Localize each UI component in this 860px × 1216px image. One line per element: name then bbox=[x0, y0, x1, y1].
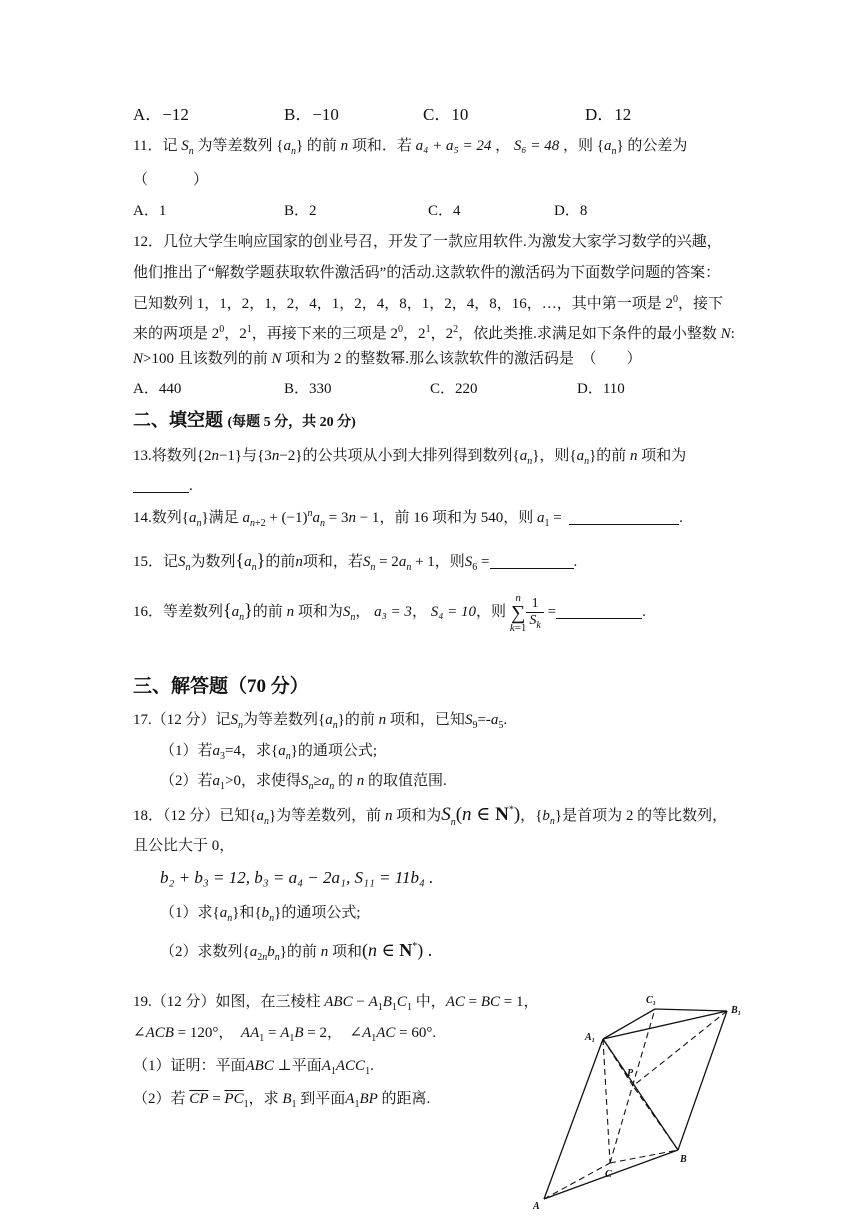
text: 项和，若 bbox=[302, 554, 363, 570]
text: =- bbox=[477, 712, 491, 728]
text: ，2 bbox=[403, 326, 426, 342]
text: （1）证明：平面 bbox=[133, 1058, 246, 1074]
option-text: 2 bbox=[309, 203, 317, 219]
option-text: 4 bbox=[453, 203, 461, 219]
option-letter: A． bbox=[133, 203, 159, 219]
text: ， bbox=[355, 604, 371, 620]
text: 项和为 bbox=[297, 604, 343, 620]
text: ，前 16 项和为 540，则 bbox=[379, 510, 534, 526]
text: ， bbox=[520, 808, 536, 824]
text: ⊥平面 bbox=[277, 1058, 322, 1074]
text: 15．记 bbox=[133, 554, 179, 570]
text: （2）若 bbox=[160, 773, 213, 789]
q18-stem: 18．（12 分）已知$\{a_n\}$为等差数列，前 n 项和为$S_n(n$ ∈ N*)，$\{b_n\}$是首项为 2 的等比数列， bbox=[133, 804, 728, 828]
q19-stem: 19.（12 分）如图，在三棱柱 ABC − $A_1B_1C_1$ 中，AC = BC = 1， bbox=[133, 994, 539, 1013]
q14-stem: 14.数列$\{a_n\}$满足 $a_{n+2} + (-1)^na_n = 3n - 1$，前 16 项和为 540，则 $a_1$ = . bbox=[133, 508, 683, 529]
text: . bbox=[189, 478, 193, 494]
question-number: 11． bbox=[133, 138, 163, 154]
text: = bbox=[212, 1091, 221, 1107]
text: 18．（12 分）已知 bbox=[133, 808, 250, 824]
section-title: 二、填空题 bbox=[133, 410, 223, 430]
text: 的取值范围. bbox=[367, 773, 447, 789]
q13-answer-blank bbox=[133, 476, 193, 496]
text: 的前 bbox=[252, 604, 283, 620]
text: 19.（12 分）如图，在三棱柱 bbox=[133, 994, 321, 1010]
option-text: 12 bbox=[614, 105, 632, 124]
text: 的 bbox=[337, 773, 353, 789]
edge-A-A1 bbox=[544, 1039, 603, 1199]
answer-blank bbox=[490, 554, 574, 569]
q11-stem: 11．记 $S_n$ 为等差数列 $\{a_n\}$ 的前 n 项和．若 a₄ + a₅ = 24 ， S₆ = 48 ，则 $\{a_n\}$ 的公差为 bbox=[133, 138, 688, 157]
q12-line5: N>100 且该数列的前 N 项和为 2 的整数幂.那么该款软件的激活码是 （ ） bbox=[133, 351, 642, 367]
label-A1: A₁ bbox=[585, 1032, 596, 1043]
text: 和 bbox=[239, 905, 255, 921]
text: 13.将数列{2 bbox=[133, 448, 212, 464]
text: ， bbox=[218, 1025, 234, 1041]
q18-line2: 且公比大于 0， bbox=[133, 838, 235, 854]
q17-stem: 17.（12 分）记$S_n$为等差数列$\{a_n\}$的前 n 项和，已知$S_9=-a_5$. bbox=[133, 712, 508, 731]
text: 的前 bbox=[286, 944, 317, 960]
option-letter: D． bbox=[585, 105, 615, 124]
option-letter: A． bbox=[133, 105, 163, 124]
section-2-heading bbox=[133, 408, 356, 435]
equation: a₃ = 3 bbox=[374, 604, 412, 620]
text: 的前 bbox=[306, 138, 337, 154]
option-letter: C． bbox=[428, 203, 454, 219]
equation: b₂ + b₃ = 12, b₃ = a₄ − 2a₁, S₁₁ = 11b₄ . bbox=[160, 868, 434, 887]
text: = bbox=[547, 604, 557, 620]
answer-blank bbox=[133, 478, 189, 493]
q15-stem: 15．记$S_n$为数列$\{a_n\}$的前n项和，若$S_n = 2a_n + 1$，则$S_6$ = . bbox=[133, 550, 578, 573]
option-text: 330 bbox=[309, 381, 332, 397]
text: ，2 bbox=[224, 326, 247, 342]
text: （1）求 bbox=[160, 905, 213, 921]
text: . bbox=[642, 604, 646, 620]
text: = bbox=[553, 510, 562, 526]
text: ，接下 bbox=[678, 296, 724, 312]
summation-symbol: n ∑ k=1 bbox=[509, 591, 527, 634]
text: 为等差数列{ bbox=[243, 712, 326, 728]
q12-line3: 已知数列 1，1，2，1，2，4，1，2，4，8，1，2，4，8，16，…，其中第一项是 $2^0$，接下 bbox=[133, 294, 724, 312]
q17-part1: （1）若$a_3=4$，求$\{a_n\}$的通项公式; bbox=[160, 743, 378, 762]
q18-part2: （2）求数列$\{a_{2n}b_n\}$的前 n 项和(n ∈ N*) . bbox=[160, 940, 433, 963]
edge-B-P bbox=[633, 1086, 678, 1150]
option-letter: D． bbox=[577, 381, 603, 397]
q19-part2: （2）若 $\overline{CP} = \overline{PC}_1$，求 $B_1$ 到平面$A_1BP$ 的距离. bbox=[133, 1091, 431, 1110]
text: −2}的公共项从小到大排列得到数列{ bbox=[279, 448, 520, 464]
text: ，则 bbox=[434, 554, 465, 570]
text: }的前 bbox=[337, 712, 375, 728]
text: （1）若 bbox=[160, 743, 213, 759]
fraction: $\frac{1}{S_k}$ bbox=[526, 596, 543, 629]
q12-line2: 他们推出了“解数学题获取软件激活码”的活动.这款软件的激活码为下面数学问题的答案： bbox=[133, 265, 721, 281]
text: 项和为 2 的整数幂.那么该款软件的激活码是 （ ） bbox=[285, 351, 642, 367]
q17-part2: （2）若$a_1>0$，求使得$S_n\ge a_n$ 的 n 的取值范围. bbox=[160, 773, 447, 792]
text: = bbox=[481, 554, 490, 570]
option-text: 1 bbox=[158, 203, 167, 219]
equation: S₆ = 48 bbox=[513, 138, 560, 154]
text: ，则 bbox=[476, 604, 507, 620]
label-B: B bbox=[680, 1154, 687, 1165]
text: =4，求{ bbox=[225, 743, 279, 759]
q13-stem: 13.将数列{2n−1}与{3n−2}的公共项从小到大排列得到数列$\{a_n\}$，则$\{a_n\}$的前 n 项和为 bbox=[133, 448, 687, 467]
option-text: 8 bbox=[579, 203, 588, 219]
q10-options bbox=[133, 105, 753, 125]
text: 是首项为 2 的等比数列， bbox=[562, 808, 728, 824]
text: 已知数列 1，1，2，1，2，4，1，2，4，8，1，2，4，8，16，…，其中第一项是 2 bbox=[133, 296, 674, 312]
text: . bbox=[370, 1058, 374, 1074]
q19-part1: （1）证明：平面ABC ⊥平面$A_1ACC_1$. bbox=[133, 1058, 374, 1077]
text: 16．等差数列 bbox=[133, 604, 224, 620]
edge-C-B bbox=[610, 1150, 678, 1163]
label-P: P bbox=[627, 1068, 634, 1079]
option-letter: C． bbox=[423, 105, 452, 124]
text: . bbox=[503, 712, 508, 728]
q16-stem: 16．等差数列$\{a_n\}$的前 n 项和为$S_n$， a₃ = 3， S₄ = 10，则 n ∑ k=1 $\frac{1}{S_k}$ = . bbox=[133, 591, 646, 634]
text: 项和 bbox=[331, 944, 362, 960]
q18-part1: （1）求$\{a_n\}$和$\{b_n\}$的通项公式; bbox=[160, 905, 361, 924]
text: 的公差为 bbox=[627, 138, 688, 154]
text: 来的两项是 2 bbox=[133, 326, 220, 342]
text: ，2 bbox=[430, 326, 454, 342]
text: 项和为 bbox=[396, 808, 442, 824]
text: 的通项公式; bbox=[281, 905, 361, 921]
label-C: C bbox=[605, 1169, 612, 1180]
option-text: −12 bbox=[162, 105, 189, 124]
edge-C1-B1 bbox=[655, 1009, 727, 1011]
section-note: (每题 5 分，共 20 分) bbox=[227, 415, 356, 430]
numerator: 1 bbox=[526, 596, 543, 613]
option-letter: B． bbox=[284, 381, 310, 397]
text: ， bbox=[411, 604, 427, 620]
option-text: 440 bbox=[158, 381, 182, 397]
q11-paren: （ ） bbox=[133, 172, 209, 188]
option-letter: B． bbox=[284, 203, 310, 219]
text: 14.数列 bbox=[133, 510, 182, 526]
text: ，求 bbox=[248, 1091, 279, 1107]
option-letter: D． bbox=[554, 203, 580, 219]
text: ， bbox=[495, 138, 511, 154]
text: 中， bbox=[415, 994, 446, 1010]
option-letter: C． bbox=[430, 381, 456, 397]
text: 记 bbox=[162, 138, 178, 154]
text: 项和，已知 bbox=[389, 712, 465, 728]
text: }的通项公式; bbox=[290, 743, 378, 759]
answer-blank bbox=[569, 510, 679, 525]
label-C1: C₁ bbox=[646, 995, 657, 1006]
text: 项和．若 bbox=[351, 138, 412, 154]
text: 为数列 bbox=[190, 554, 236, 570]
text: 17.（12 分）记 bbox=[133, 712, 231, 728]
text: . bbox=[679, 510, 683, 526]
text: ，则 bbox=[562, 138, 593, 154]
equation: a₄ + a₅ = 24 bbox=[415, 138, 492, 154]
option-text: 110 bbox=[602, 381, 625, 397]
text: 满足 bbox=[208, 510, 239, 526]
edge-A1-B1 bbox=[603, 1011, 727, 1039]
text: （2）若 bbox=[133, 1091, 186, 1107]
text: 的距离. bbox=[381, 1091, 431, 1107]
text: ，依此类推.求满足如下条件的最小整数 bbox=[458, 326, 717, 342]
text: ，再接下来的三项是 2 bbox=[251, 326, 399, 342]
q18-condition bbox=[160, 868, 433, 888]
text: }的前 bbox=[589, 448, 627, 464]
label-B1: B₁ bbox=[731, 1005, 742, 1016]
text: 项和为 bbox=[641, 448, 687, 464]
option-text: 10 bbox=[451, 105, 469, 124]
label-A: A bbox=[533, 1201, 540, 1212]
edge-B-B1 bbox=[678, 1011, 727, 1150]
equation: S₄ = 10 bbox=[430, 604, 477, 620]
prism-figure bbox=[530, 986, 780, 1216]
section-3-heading: 三、解答题（70 分） bbox=[133, 676, 309, 697]
text: >0，求使得 bbox=[225, 773, 301, 789]
text: −1}与{3 bbox=[218, 448, 272, 464]
option-letter: B． bbox=[284, 105, 313, 124]
option-letter: A． bbox=[133, 381, 159, 397]
text: 的前 bbox=[265, 554, 296, 570]
text: ≥ bbox=[313, 773, 322, 789]
q19-line2: ∠ACB = 120°， $AA_1 = A_1B = 2$， $\angle A_1AC = 60^\circ$. bbox=[133, 1025, 437, 1044]
text: }，则{ bbox=[532, 448, 577, 464]
edge-A1-C bbox=[603, 1039, 610, 1163]
option-text: −10 bbox=[312, 105, 339, 124]
answer-blank bbox=[556, 604, 642, 619]
text: （2）求数列 bbox=[160, 944, 243, 960]
text: 为等差数列，前 bbox=[276, 808, 382, 824]
text: >100 且该数列的前 bbox=[143, 351, 268, 367]
edge-A-C bbox=[544, 1163, 610, 1199]
q12-line1: 12．几位大学生响应国家的创业号召，开发了一款应用软件.为激发大家学习数学的兴趣， bbox=[133, 234, 722, 250]
option-text: 220 bbox=[455, 381, 478, 397]
q12-line4: 来的两项是 $2^0$，$2^1$，再接下来的三项是 $2^0$，$2^1$，$2^2$，依此类推.求满足如下条件的最小整数 N: bbox=[133, 324, 735, 342]
text: 为等差数列 bbox=[197, 138, 273, 154]
text: ， bbox=[523, 994, 539, 1010]
text: 到平面 bbox=[300, 1091, 346, 1107]
text: . bbox=[573, 554, 578, 570]
